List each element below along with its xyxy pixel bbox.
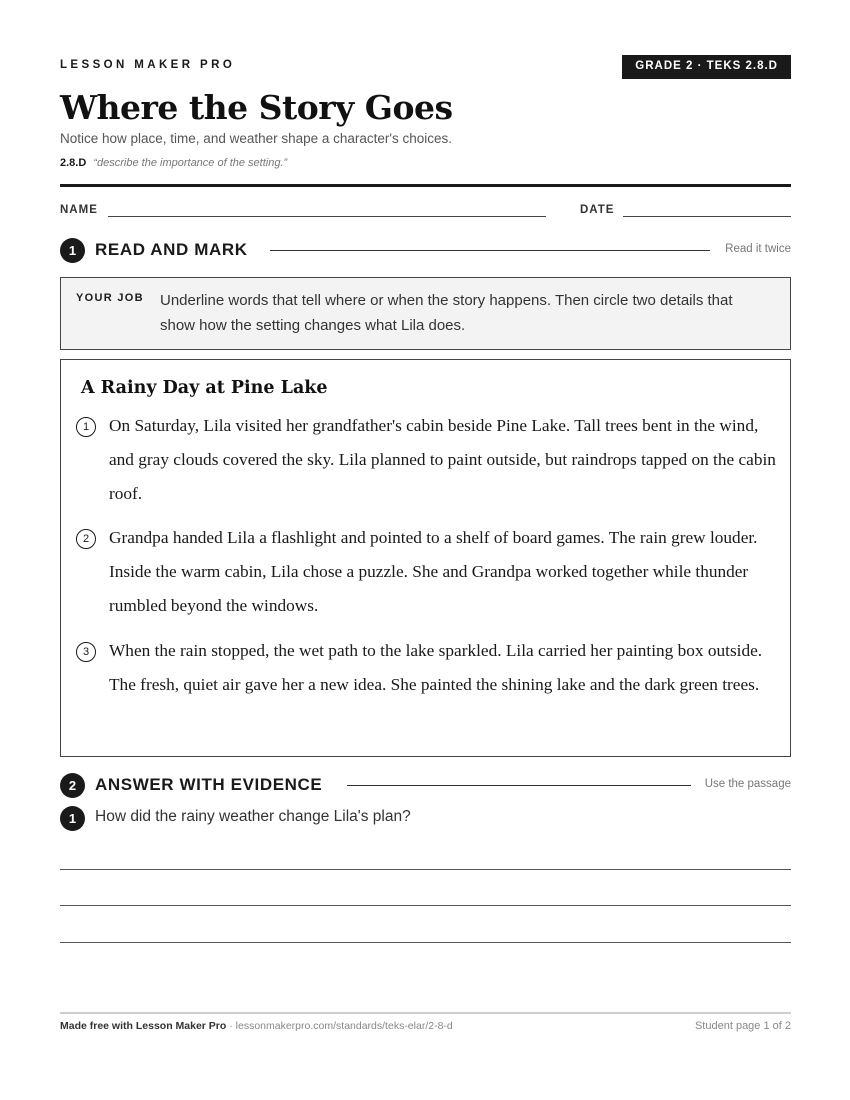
section-number-badge: 1 [60, 238, 85, 263]
section-rule [347, 785, 691, 786]
name-date-row [60, 204, 791, 220]
paragraph-text: Grandpa handed Lila a flashlight and pointed to a shelf of board games. The rain grew louder. Inside the warm cabin, Lila chose a puzzle. She and Grandpa worked together while thunder rumbled beyond the windows. [109, 528, 758, 615]
name-label: NAME [60, 204, 98, 216]
question-text: How did the rainy weather change Lila's plan? [95, 808, 411, 825]
answer-line[interactable] [60, 905, 791, 906]
section-note: Use the passage [704, 778, 791, 790]
standard-code: 2.8.D [60, 157, 87, 169]
footer-divider [60, 1012, 791, 1014]
top-bar [60, 55, 791, 79]
your-job-box [60, 277, 791, 350]
paragraph-number: 2 [76, 529, 96, 549]
paragraph-number: 1 [76, 417, 96, 437]
section-note: Read it twice [725, 243, 791, 255]
paragraph-text: When the rain stopped, the wet path to the lake sparkled. Lila carried her painting box outside. The fresh, quiet air gave her a new idea. She painted the shining lake and the dark green trees. [109, 641, 763, 694]
footer-credit [60, 1020, 453, 1032]
section-title: READ AND MARK [95, 240, 248, 259]
page-subtitle: Notice how place, time, and weather shape a character's choices. [60, 131, 453, 146]
footer-url-link[interactable]: lessonmakerpro.com/standards/teks-elar/2-8-d [235, 1020, 453, 1032]
standard-description: “describe the importance of the setting.” [93, 157, 288, 169]
passage-box [60, 359, 791, 757]
page-title: Where the Story Goes [60, 88, 453, 127]
footer-page-number: Student page 1 of 2 [694, 1020, 791, 1032]
standard-line [60, 157, 287, 169]
date-field[interactable] [623, 216, 791, 217]
worksheet-page [60, 0, 791, 1100]
title-divider [60, 184, 791, 187]
answer-line[interactable] [60, 942, 791, 943]
section-answer-with-evidence [60, 773, 791, 799]
answer-line[interactable] [60, 869, 791, 870]
name-field[interactable] [108, 216, 546, 217]
grade-badge: GRADE 2 · TEKS 2.8.D [622, 55, 791, 79]
question-item [60, 806, 791, 832]
section-number-badge: 2 [60, 773, 85, 798]
section-read-and-mark [60, 238, 791, 264]
brand-name: LESSON MAKER PRO [60, 59, 236, 71]
section-title: ANSWER WITH EVIDENCE [95, 775, 323, 794]
question-number-badge: 1 [60, 806, 85, 831]
paragraph-text: On Saturday, Lila visited her grandfather's cabin beside Pine Lake. Tall trees bent in the wind, and gray clouds covered the sky. Lila planned to paint outside, but raindrops tapped on the cabin roof. [109, 416, 776, 503]
your-job-label: YOUR JOB [76, 292, 144, 304]
footer-made-with: Made free with Lesson Maker Pro [60, 1020, 227, 1032]
passage-title: A Rainy Day at Pine Lake [81, 378, 328, 398]
date-label: DATE [580, 204, 615, 216]
section-rule [270, 250, 710, 251]
your-job-text: Underline words that tell where or when the story happens. Then circle two details that show how the setting changes what Lila does. [160, 292, 733, 334]
footer-separator: · [226, 1020, 236, 1032]
paragraph-number: 3 [76, 642, 96, 662]
